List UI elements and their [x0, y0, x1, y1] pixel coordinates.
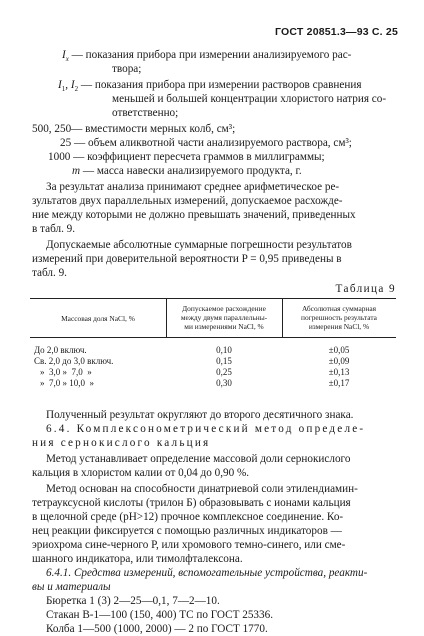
definition-1000: 1000 — коэффициент пересчета граммов в миллиграммы; [48, 151, 325, 163]
table-cell-r2-c3: ±0,09 [328, 356, 350, 366]
table-cell-r3-c1: » 3,0 » 7,0 » [40, 367, 92, 377]
table-cell-r2-c2: 0,15 [216, 356, 232, 366]
definition-ix: $I_x$ — показания прибора при измерении анализируемого рас- [62, 49, 352, 64]
table-cell-r1-c1: До 2,0 включ. [34, 345, 87, 355]
section-6-4-1-heading-line-2: вы и материалы [32, 581, 111, 593]
table-cell-r2-c1: Св. 2,0 до 3,0 включ. [34, 356, 114, 366]
scope-line-2: кальция в хлористом калии от 0,04 до 0,90 %. [32, 467, 250, 479]
paragraph-1-line-2: зультатов двух параллельных измерений, допускаемое расхожде- [32, 195, 343, 207]
definition-m: m — масса навески анализируемого продукта, г. [72, 165, 302, 177]
page-header: ГОСТ 20851.3—93 С. 25 [275, 26, 398, 38]
equipment-beaker: Стакан В-1—100 (150, 400) ТС по ГОСТ 25336. [46, 609, 274, 621]
definition-500-250: 500, 250— вместимости мерных колб, см³; [32, 123, 236, 135]
table-cell-r4-c2: 0,30 [216, 378, 232, 388]
equipment-burette: Бюретка 1 (3) 2—25—0,1, 7—2—10. [46, 595, 220, 607]
definition-i1-i2-cont2: ответственно; [112, 107, 179, 119]
table-header-mass-fraction: Массовая доля NaCl, % [61, 314, 135, 323]
paragraph-2-line-2: измерений при доверительной вероятности P = 0,95 приведены в [32, 253, 342, 265]
paragraph-1-line-4: в табл. 9. [32, 223, 76, 235]
table-cell-r3-c2: 0,25 [216, 367, 232, 377]
principle-line-2: тетрауксусной кислоты (трилон Б) образовывать с ионами кальция [32, 497, 351, 509]
table-cell-r1-c3: ±0,05 [328, 345, 350, 355]
section-6-4-heading-line-2: ния сернокислого кальция [32, 437, 211, 449]
principle-line-3: в щелочной среде (pH>12) прочное комплексное соединение. Ко- [32, 511, 344, 523]
table-header-discrepancy-2: между двумя параллельны- [180, 313, 268, 322]
table-cell-r1-c2: 0,10 [216, 345, 232, 355]
table-cell-r4-c3: ±0,17 [328, 378, 350, 388]
table-header-error-2: погрешность результата [301, 313, 377, 322]
paragraph-2-line-3: табл. 9. [32, 267, 67, 279]
principle-line-1: Метод основан на способности динатриевой соли этилендиамин- [46, 483, 358, 495]
symbol: I [62, 49, 66, 61]
principle-line-6: шанного индикатора, или тимолфталексона. [32, 553, 243, 565]
table-header-discrepancy-3: ми измерениями NaCl, % [184, 322, 264, 331]
paragraph-2-line-1: Допускаемые абсолютные суммарные погрешности результатов [46, 239, 352, 251]
table-top-rule [30, 298, 396, 299]
definition-i1-i2-cont: меньшей и большей концентрации хлористого натрия со- [112, 93, 387, 105]
definition-i1-i2: $I_1$, $I_2$ — показания прибора при измерении растворов сравнения [58, 79, 362, 94]
definition-25: 25 — объем аликвотной части анализируемого раствора, см³; [60, 137, 352, 149]
rounding-note: Полученный результат округляют до второго десятичного знака. [46, 409, 354, 421]
principle-line-5: эриохрома сине-черного Р, или хромового темно-синего, или сме- [32, 539, 346, 551]
principle-line-4: нец реакции фиксируется с помощью различных индикаторов — [32, 525, 342, 537]
table-caption: Таблица 9 [335, 283, 396, 295]
table-header-rule [30, 337, 396, 338]
paragraph-1-line-1: За результат анализа принимают среднее арифметическое ре- [46, 181, 340, 193]
scope-line-1: Метод устанавливает определение массовой доли сернокислого [46, 453, 351, 465]
table-cell-r3-c3: ±0,13 [328, 367, 350, 377]
equipment-flask: Колба 1—500 (1000, 2000) — 2 по ГОСТ 1770. [46, 623, 268, 635]
paragraph-1-line-3: ние между которыми не должно превышать значений, приведенных [32, 209, 356, 221]
section-6-4-1-heading-line-1: 6.4.1. Средства измерений, вспомогательные устройства, реакти- [46, 567, 368, 579]
definition-ix-cont: твора; [112, 63, 142, 75]
table-header-error-1: Абсолютная суммарная [301, 304, 377, 313]
section-6-4-heading-line-1: 6.4. Комплексонометрический метод определе- [46, 423, 366, 435]
table-cell-r4-c1: » 7,0 » 10,0 » [40, 378, 94, 388]
table-header-error-3: измерения NaCl, % [308, 322, 370, 331]
table-header-discrepancy-1: Допускаемое расхождение [182, 304, 266, 313]
